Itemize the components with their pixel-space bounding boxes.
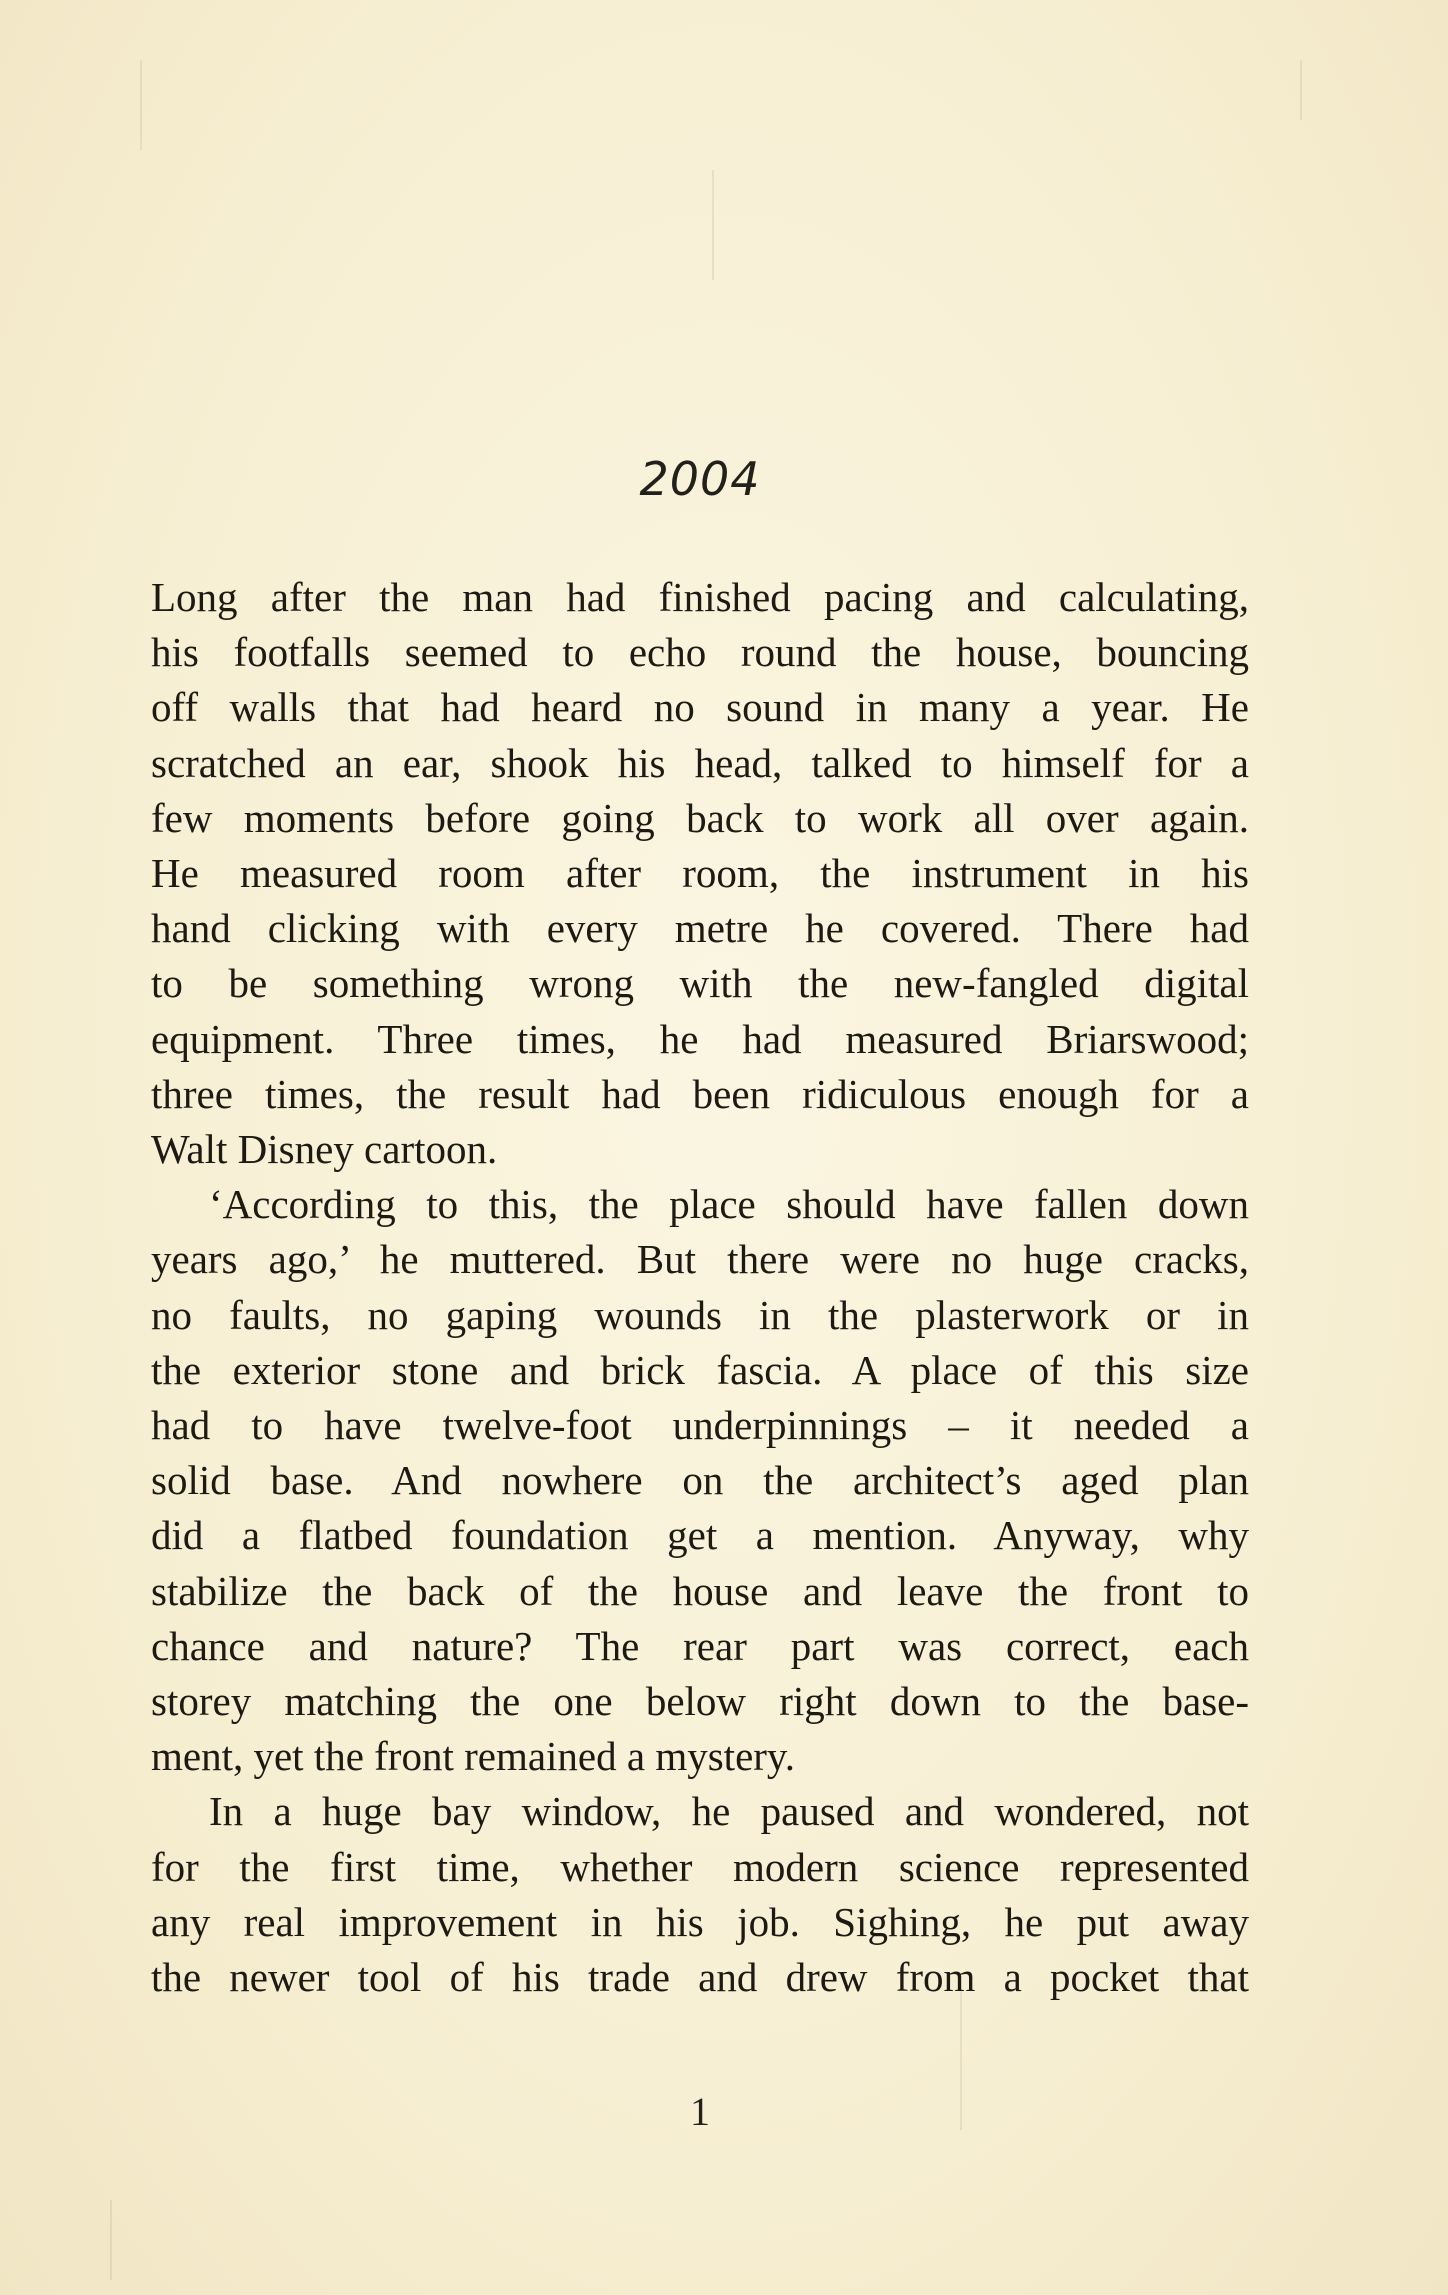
text-line: stabilize the back of the house and leave the front to bbox=[151, 1567, 1249, 1614]
text-line: chance and nature? The rear part was correct, each bbox=[151, 1622, 1249, 1669]
text-line: to be something wrong with the new-fangled digital bbox=[151, 960, 1249, 1007]
text-line: In a huge bay window, he paused and wondered, not bbox=[209, 1788, 1249, 1835]
text-line: hand clicking with every metre he covered. There had bbox=[151, 905, 1249, 952]
text-line: the newer tool of his trade and drew from a pocket that bbox=[151, 1954, 1249, 2001]
paper-crease-mark bbox=[1300, 60, 1302, 120]
text-line: storey matching the one below right down to the base- bbox=[151, 1678, 1249, 1725]
text-line: had to have twelve-foot underpinnings – it needed a bbox=[151, 1402, 1249, 1449]
text-line: any real improvement in his job. Sighing, he put away bbox=[151, 1898, 1249, 1945]
body-text bbox=[151, 570, 1249, 2005]
chapter-title: 2004 bbox=[639, 452, 761, 506]
text-line: few moments before going back to work all over again. bbox=[151, 794, 1249, 841]
paragraph-1 bbox=[151, 570, 1249, 1177]
text-line: ‘According to this, the place should have fallen down bbox=[209, 1181, 1249, 1228]
text-line: for the first time, whether modern science represented bbox=[151, 1843, 1249, 1890]
text-line: equipment. Three times, he had measured Briarswood; bbox=[151, 1015, 1249, 1062]
text-line: Walt Disney cartoon. bbox=[151, 1126, 498, 1173]
text-line: the exterior stone and brick fascia. A place of this size bbox=[151, 1346, 1249, 1393]
text-line: ment, yet the front remained a mystery. bbox=[151, 1733, 796, 1780]
page-number: 1 bbox=[690, 2089, 710, 2134]
text-line: no faults, no gaping wounds in the plasterwork or in bbox=[151, 1291, 1249, 1338]
text-line: his footfalls seemed to echo round the house, bouncing bbox=[151, 629, 1249, 676]
text-line: Long after the man had finished pacing and calculating, bbox=[151, 574, 1249, 620]
paper-crease-mark bbox=[712, 170, 714, 280]
text-line: off walls that had heard no sound in many a year. He bbox=[151, 684, 1249, 731]
text-line: three times, the result had been ridiculous enough for a bbox=[151, 1070, 1249, 1117]
text-line: He measured room after room, the instrument in his bbox=[151, 850, 1249, 897]
paragraph-3 bbox=[151, 1784, 1249, 2005]
text-line: years ago,’ he muttered. But there were no huge cracks, bbox=[151, 1236, 1249, 1283]
text-line: did a flatbed foundation get a mention. Anyway, why bbox=[151, 1512, 1249, 1559]
paper-crease-mark bbox=[110, 2200, 112, 2280]
paper-crease-mark bbox=[140, 60, 142, 150]
text-line: solid base. And nowhere on the architect’s aged plan bbox=[151, 1457, 1249, 1504]
text-line: scratched an ear, shook his head, talked to himself for a bbox=[151, 739, 1249, 786]
paragraph-2 bbox=[151, 1177, 1249, 1784]
